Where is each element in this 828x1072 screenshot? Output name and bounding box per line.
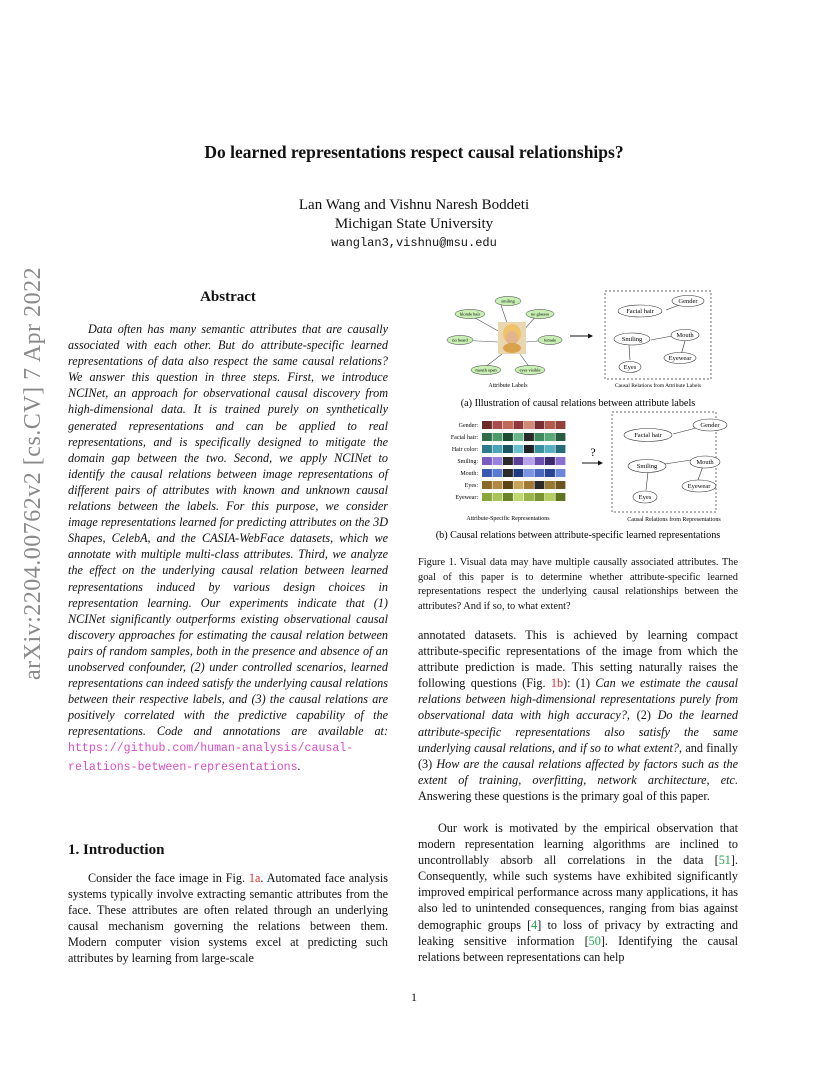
intro-heading: 1. Introduction bbox=[68, 842, 165, 858]
affiliation: Michigan State University bbox=[334, 216, 494, 232]
row-label: Smiling: bbox=[457, 459, 478, 465]
representation-cell bbox=[524, 445, 534, 453]
code-link[interactable]: https://github.com/human-analysis/causal-relations-between-representations bbox=[68, 742, 354, 774]
citation-4[interactable]: 4 bbox=[531, 917, 538, 932]
node-label: Facial hair bbox=[626, 308, 654, 316]
intro-paragraph bbox=[68, 870, 388, 967]
representation-cell bbox=[524, 493, 534, 501]
representation-cell bbox=[514, 457, 524, 465]
rep-caption: Attribute-Specific Representations bbox=[466, 516, 550, 522]
representation-cell bbox=[493, 433, 503, 441]
question-2: Do the learned attribute-specific representations also satisfy the same underlying causal relations, and if so to what extent? bbox=[418, 708, 738, 755]
node-label: Eyes bbox=[638, 494, 652, 502]
paper-title: Do learned representations respect causal relationships? bbox=[204, 142, 624, 162]
text-span: Answering these questions is the primary goal of this paper. bbox=[418, 788, 710, 803]
subcaption-a: (a) Illustration of causal relations between attribute labels bbox=[460, 398, 696, 409]
representation-cell bbox=[514, 493, 524, 501]
representation-cell bbox=[556, 469, 566, 477]
figure-1 bbox=[418, 288, 738, 554]
intro-text-b: . Automated face analysis systems typically involve extracting semantic attributes from the face. These attributes are often related through an underlying causal mechanism governing the relations between them. Modern computer vision systems excel at predicting such attributes by learning from large-scale bbox=[68, 871, 389, 966]
attr-oval-label: smiling bbox=[501, 298, 515, 304]
fig-ref-1a[interactable]: 1a bbox=[248, 871, 261, 885]
representation-cell bbox=[535, 433, 545, 441]
node-label: Mouth bbox=[696, 459, 714, 467]
arrow-a bbox=[570, 334, 593, 339]
representation-cell bbox=[556, 433, 566, 441]
attr-oval-label: mouth open bbox=[475, 367, 497, 373]
representation-cell bbox=[503, 433, 513, 441]
representation-cell bbox=[524, 481, 534, 489]
representation-cell bbox=[524, 457, 534, 465]
representation-cell bbox=[545, 481, 555, 489]
arrow-b bbox=[582, 461, 603, 466]
row-labels bbox=[451, 423, 478, 501]
representation-cell bbox=[482, 445, 492, 453]
face-skin bbox=[506, 331, 518, 345]
row-label: Facial hair: bbox=[450, 435, 478, 441]
representation-cell bbox=[482, 421, 492, 429]
authors: Lan Wang and Vishnu Naresh Boddeti bbox=[298, 197, 530, 213]
text-span: Our work is motivated by the empirical observation that modern representation learning algorithms are inclined to uncontrollably absorb all correlations in the data [ bbox=[418, 821, 738, 868]
causal-graph-a bbox=[614, 296, 704, 373]
representation-cell bbox=[556, 481, 566, 489]
representation-cell bbox=[556, 421, 566, 429]
abstract-end: . bbox=[297, 758, 301, 773]
representation-cell bbox=[503, 457, 513, 465]
representation-cell bbox=[535, 445, 545, 453]
figure-caption: Figure 1. Visual data may have multiple causally associated attributes. The goal of this paper is to determine whether attribute-specific learned representations respect the underlying causal relationships between the attributes? And if so, to what extent? bbox=[418, 557, 738, 612]
representation-matrix bbox=[482, 421, 565, 501]
arxiv-stamp: arXiv:2204.00762v2 [cs.CV] 7 Apr 2022 bbox=[20, 266, 46, 680]
text-span: ]. Identifying the causal relations between representations can help bbox=[418, 933, 738, 964]
representation-cell bbox=[503, 445, 513, 453]
question-mark: ? bbox=[590, 445, 596, 459]
representation-cell bbox=[514, 421, 524, 429]
citation-51[interactable]: 51 bbox=[718, 853, 731, 868]
text-span: , and finally (3) bbox=[418, 740, 739, 771]
representation-cell bbox=[482, 481, 492, 489]
row-label: Hair color: bbox=[451, 447, 478, 453]
abstract-body bbox=[68, 321, 388, 776]
row-label: Mouth: bbox=[460, 471, 478, 477]
author-block bbox=[0, 196, 828, 234]
right-col-paragraph-1 bbox=[418, 627, 738, 804]
representation-cell bbox=[503, 493, 513, 501]
representation-cell bbox=[503, 421, 513, 429]
representation-cell bbox=[535, 457, 545, 465]
text-span: annotated datasets. This is achieved by learning compact attribute-specific representations of the image from which the attribute prediction is made. This setting naturally raises the following questions (Fig. bbox=[418, 628, 738, 691]
representation-cell bbox=[545, 493, 555, 501]
subcaption-b: (b) Causal relations between attribute-specific learned representations bbox=[435, 530, 721, 541]
question-3: How are the causal relations affected by factors such as the extent of training, overfitting, network architecture, etc. bbox=[418, 756, 738, 787]
representation-cell bbox=[493, 481, 503, 489]
representation-cell bbox=[514, 481, 524, 489]
row-label: Gender: bbox=[458, 423, 478, 429]
causal-graph-b bbox=[624, 419, 727, 503]
text-span: , (2) bbox=[626, 708, 658, 723]
representation-cell bbox=[493, 457, 503, 465]
representation-cell bbox=[545, 469, 555, 477]
representation-cell bbox=[493, 421, 503, 429]
representation-cell bbox=[556, 445, 566, 453]
node-label: Mouth bbox=[676, 332, 694, 340]
row-label: Eyewear: bbox=[455, 495, 478, 501]
representation-cell bbox=[556, 457, 566, 465]
node-label: Eyes bbox=[623, 364, 637, 372]
representation-cell bbox=[482, 457, 492, 465]
representation-cell bbox=[482, 493, 492, 501]
representation-cell bbox=[482, 433, 492, 441]
representation-cell bbox=[545, 433, 555, 441]
representation-cell bbox=[503, 469, 513, 477]
representation-cell bbox=[482, 469, 492, 477]
text-span: ] to loss of privacy by extracting and leaking sensitive information [ bbox=[418, 917, 738, 948]
causal-labels-caption: Causal Relations from Attribute Labels bbox=[614, 383, 702, 389]
abstract-text: Data often has many semantic attributes that are causally associated with each other. But do attribute-specific learned representations of data also respect the same causal relations? We answer this question in three steps. First, we introduce NCINet, an approach for observational causal discovery from high-dimensional data. It is trained purely on synthetically generated representations and can be applied to real representations, and is specifically designed to mitigate the domain gap between the two. Second, we apply NCINet to identify the causal relations between image representations of different pairs of attributes with known and unknown causal relations between the labels. For this purpose, we consider image representations learned for predicting attributes on the 3D Shapes, CelebA, and the CASIA-WebFace datasets, which we annotate with multiple multi-class attributes. Third, we analyze the effect on the underlying causal relation between learned representations induced by various design choices in representation learning. Our experiments indicate that (1) NCINet significantly outperforms existing observational causal discovery approaches for estimating the causal relation between pairs of random samples, both in the presence and absence of an unobserved confounder, (2) under controlled scenarios, learned representations can indeed satisfy the underlying causal relations between their respective labels, and (3) the causal relations are positively correlated with the predictive capability of the representations. Code and annotations are available at: bbox=[68, 322, 388, 739]
question-1: Can we estimate the causal relations between high-dimensional representations purely from observational data with high accuracy? bbox=[418, 676, 738, 723]
node-label: Facial hair bbox=[634, 432, 662, 440]
representation-cell bbox=[545, 445, 555, 453]
representation-cell bbox=[524, 421, 534, 429]
representation-cell bbox=[535, 421, 545, 429]
representation-cell bbox=[535, 493, 545, 501]
representation-cell bbox=[545, 421, 555, 429]
representation-cell bbox=[514, 445, 524, 453]
face-shoulders bbox=[503, 343, 521, 353]
text-span: ]. Consequently, while such systems have exhibited significantly improved empirical performance across many applications, it has also led to unintended consequences, ranging from bias against demographic groups [ bbox=[418, 853, 738, 932]
attr-oval-label: no glasses bbox=[530, 311, 550, 317]
representation-cell bbox=[556, 493, 566, 501]
representation-cell bbox=[514, 469, 524, 477]
abstract-heading: Abstract bbox=[200, 289, 256, 305]
intro-text-a: Consider the face image in Fig. bbox=[88, 871, 249, 885]
email: wanglan3,vishnu@msu.edu bbox=[331, 236, 497, 250]
representation-cell bbox=[493, 445, 503, 453]
causal-rep-caption: Causal Relations from Representations bbox=[627, 517, 721, 523]
row-label: Eyes: bbox=[464, 483, 478, 489]
node-label: Eyewear bbox=[668, 355, 692, 363]
representation-cell bbox=[524, 433, 534, 441]
node-label: Eyewear bbox=[687, 483, 711, 491]
representation-cell bbox=[514, 433, 524, 441]
representation-cell bbox=[524, 469, 534, 477]
node-label: Smiling bbox=[636, 463, 658, 471]
text-span: ): (1) bbox=[563, 676, 596, 691]
node-label: Gender bbox=[700, 422, 720, 430]
attr-oval-label: eyes visible bbox=[519, 367, 541, 373]
attr-labels-caption: Attribute Labels bbox=[488, 383, 528, 389]
attr-oval-label: female bbox=[543, 337, 557, 343]
node-label: Smiling bbox=[621, 336, 643, 344]
representation-cell bbox=[535, 469, 545, 477]
representation-cell bbox=[503, 481, 513, 489]
citation-50[interactable]: 50 bbox=[588, 933, 601, 948]
fig-ref-1b[interactable]: 1b bbox=[550, 676, 564, 691]
representation-cell bbox=[493, 469, 503, 477]
right-col-paragraph-2 bbox=[418, 820, 738, 965]
node-label: Gender bbox=[678, 298, 698, 306]
attr-oval-label: blonde hair bbox=[459, 311, 481, 317]
representation-cell bbox=[535, 481, 545, 489]
representation-cell bbox=[493, 493, 503, 501]
attr-oval-label: no beard bbox=[452, 337, 468, 343]
page-number: 1 bbox=[411, 990, 417, 1004]
representation-cell bbox=[545, 457, 555, 465]
